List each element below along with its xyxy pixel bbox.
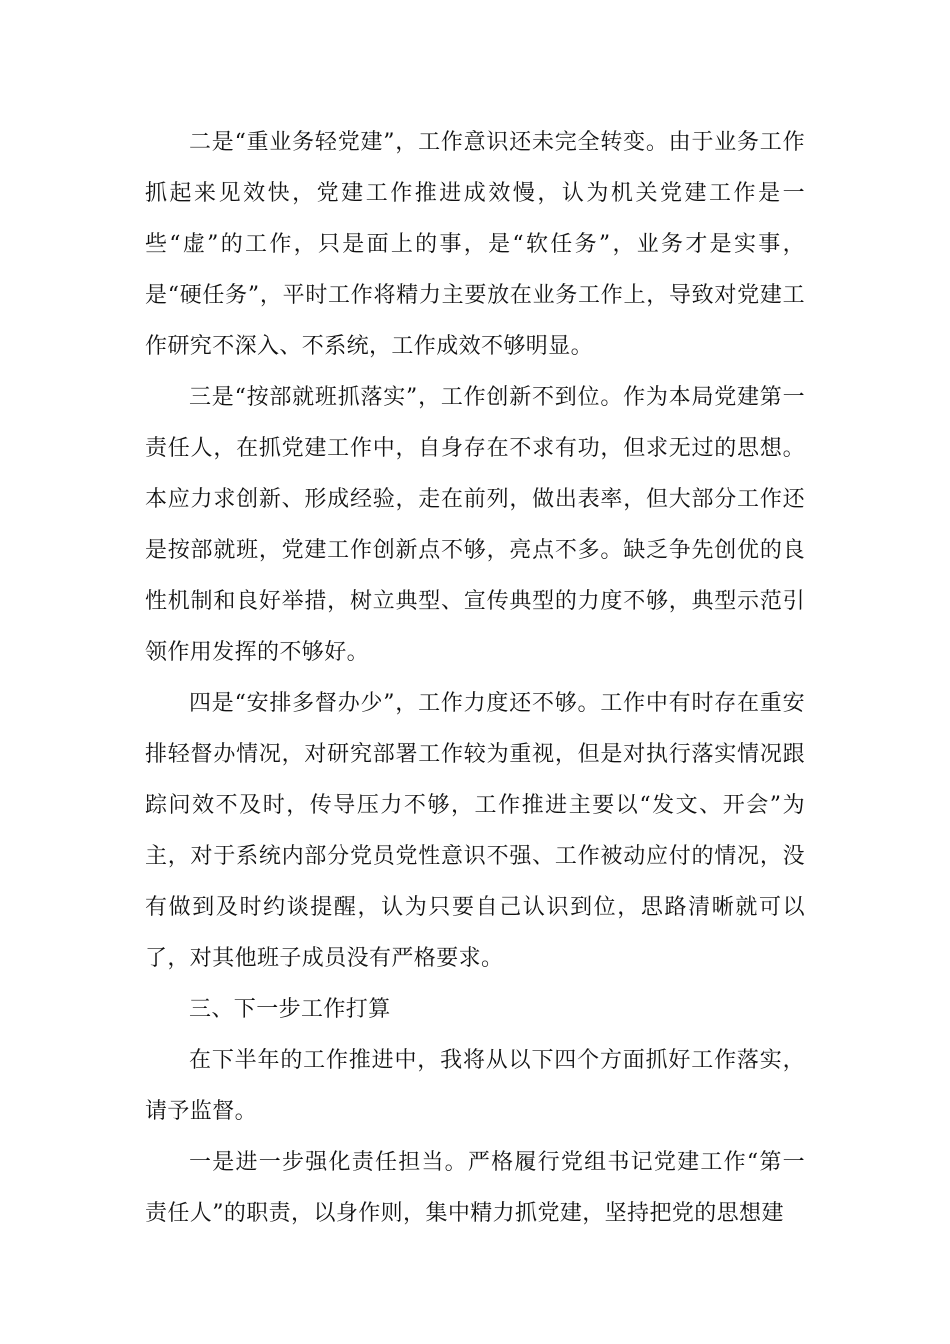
paragraph-plan-one: 一是进一步强化责任担当。严格履行党组书记党建工作“第一责任人”的职责，以身作则，集中精力抓党建，坚持把党的思想建 (145, 1150, 805, 1226)
section-heading-next-steps: 三、下一步工作打算 (189, 997, 391, 1022)
paragraph-problem-two: 二是“重业务轻党建”，工作意识还未完全转变。由于业务工作抓起来见效快，党建工作推进成效慢，认为机关党建工作是一些“虚”的工作，只是面上的事，是“软任务”，业务才是实事，是“硬任务”，平时工作将精力主要放在业务工作上，导致对党建工作研究不深入、不系统，工作成效不够明显。 (145, 130, 805, 359)
document-body (145, 117, 805, 1239)
paragraph-intro: 在下半年的工作推进中，我将从以下四个方面抓好工作落实，请予监督。 (145, 1048, 805, 1124)
paragraph-problem-four: 四是“安排多督办少”，工作力度还不够。工作中有时存在重安排轻督办情况，对研究部署工作较为重视，但是对执行落实情况跟踪问效不及时，传导压力不够，工作推进主要以“发文、开会”为主，对于系统内部分党员党性意识不强、工作被动应付的情况，没有做到及时约谈提醒，认为只要自己认识到位，思路清晰就可以了，对其他班子成员没有严格要求。 (145, 691, 805, 971)
paragraph-problem-three: 三是“按部就班抓落实”，工作创新不到位。作为本局党建第一责任人，在抓党建工作中，自身存在不求有功，但求无过的思想。本应力求创新、形成经验，走在前列，做出表率，但大部分工作还是按部就班，党建工作创新点不够，亮点不多。缺乏争先创优的良性机制和良好举措，树立典型、宣传典型的力度不够，典型示范引领作用发挥的不够好。 (145, 385, 805, 665)
